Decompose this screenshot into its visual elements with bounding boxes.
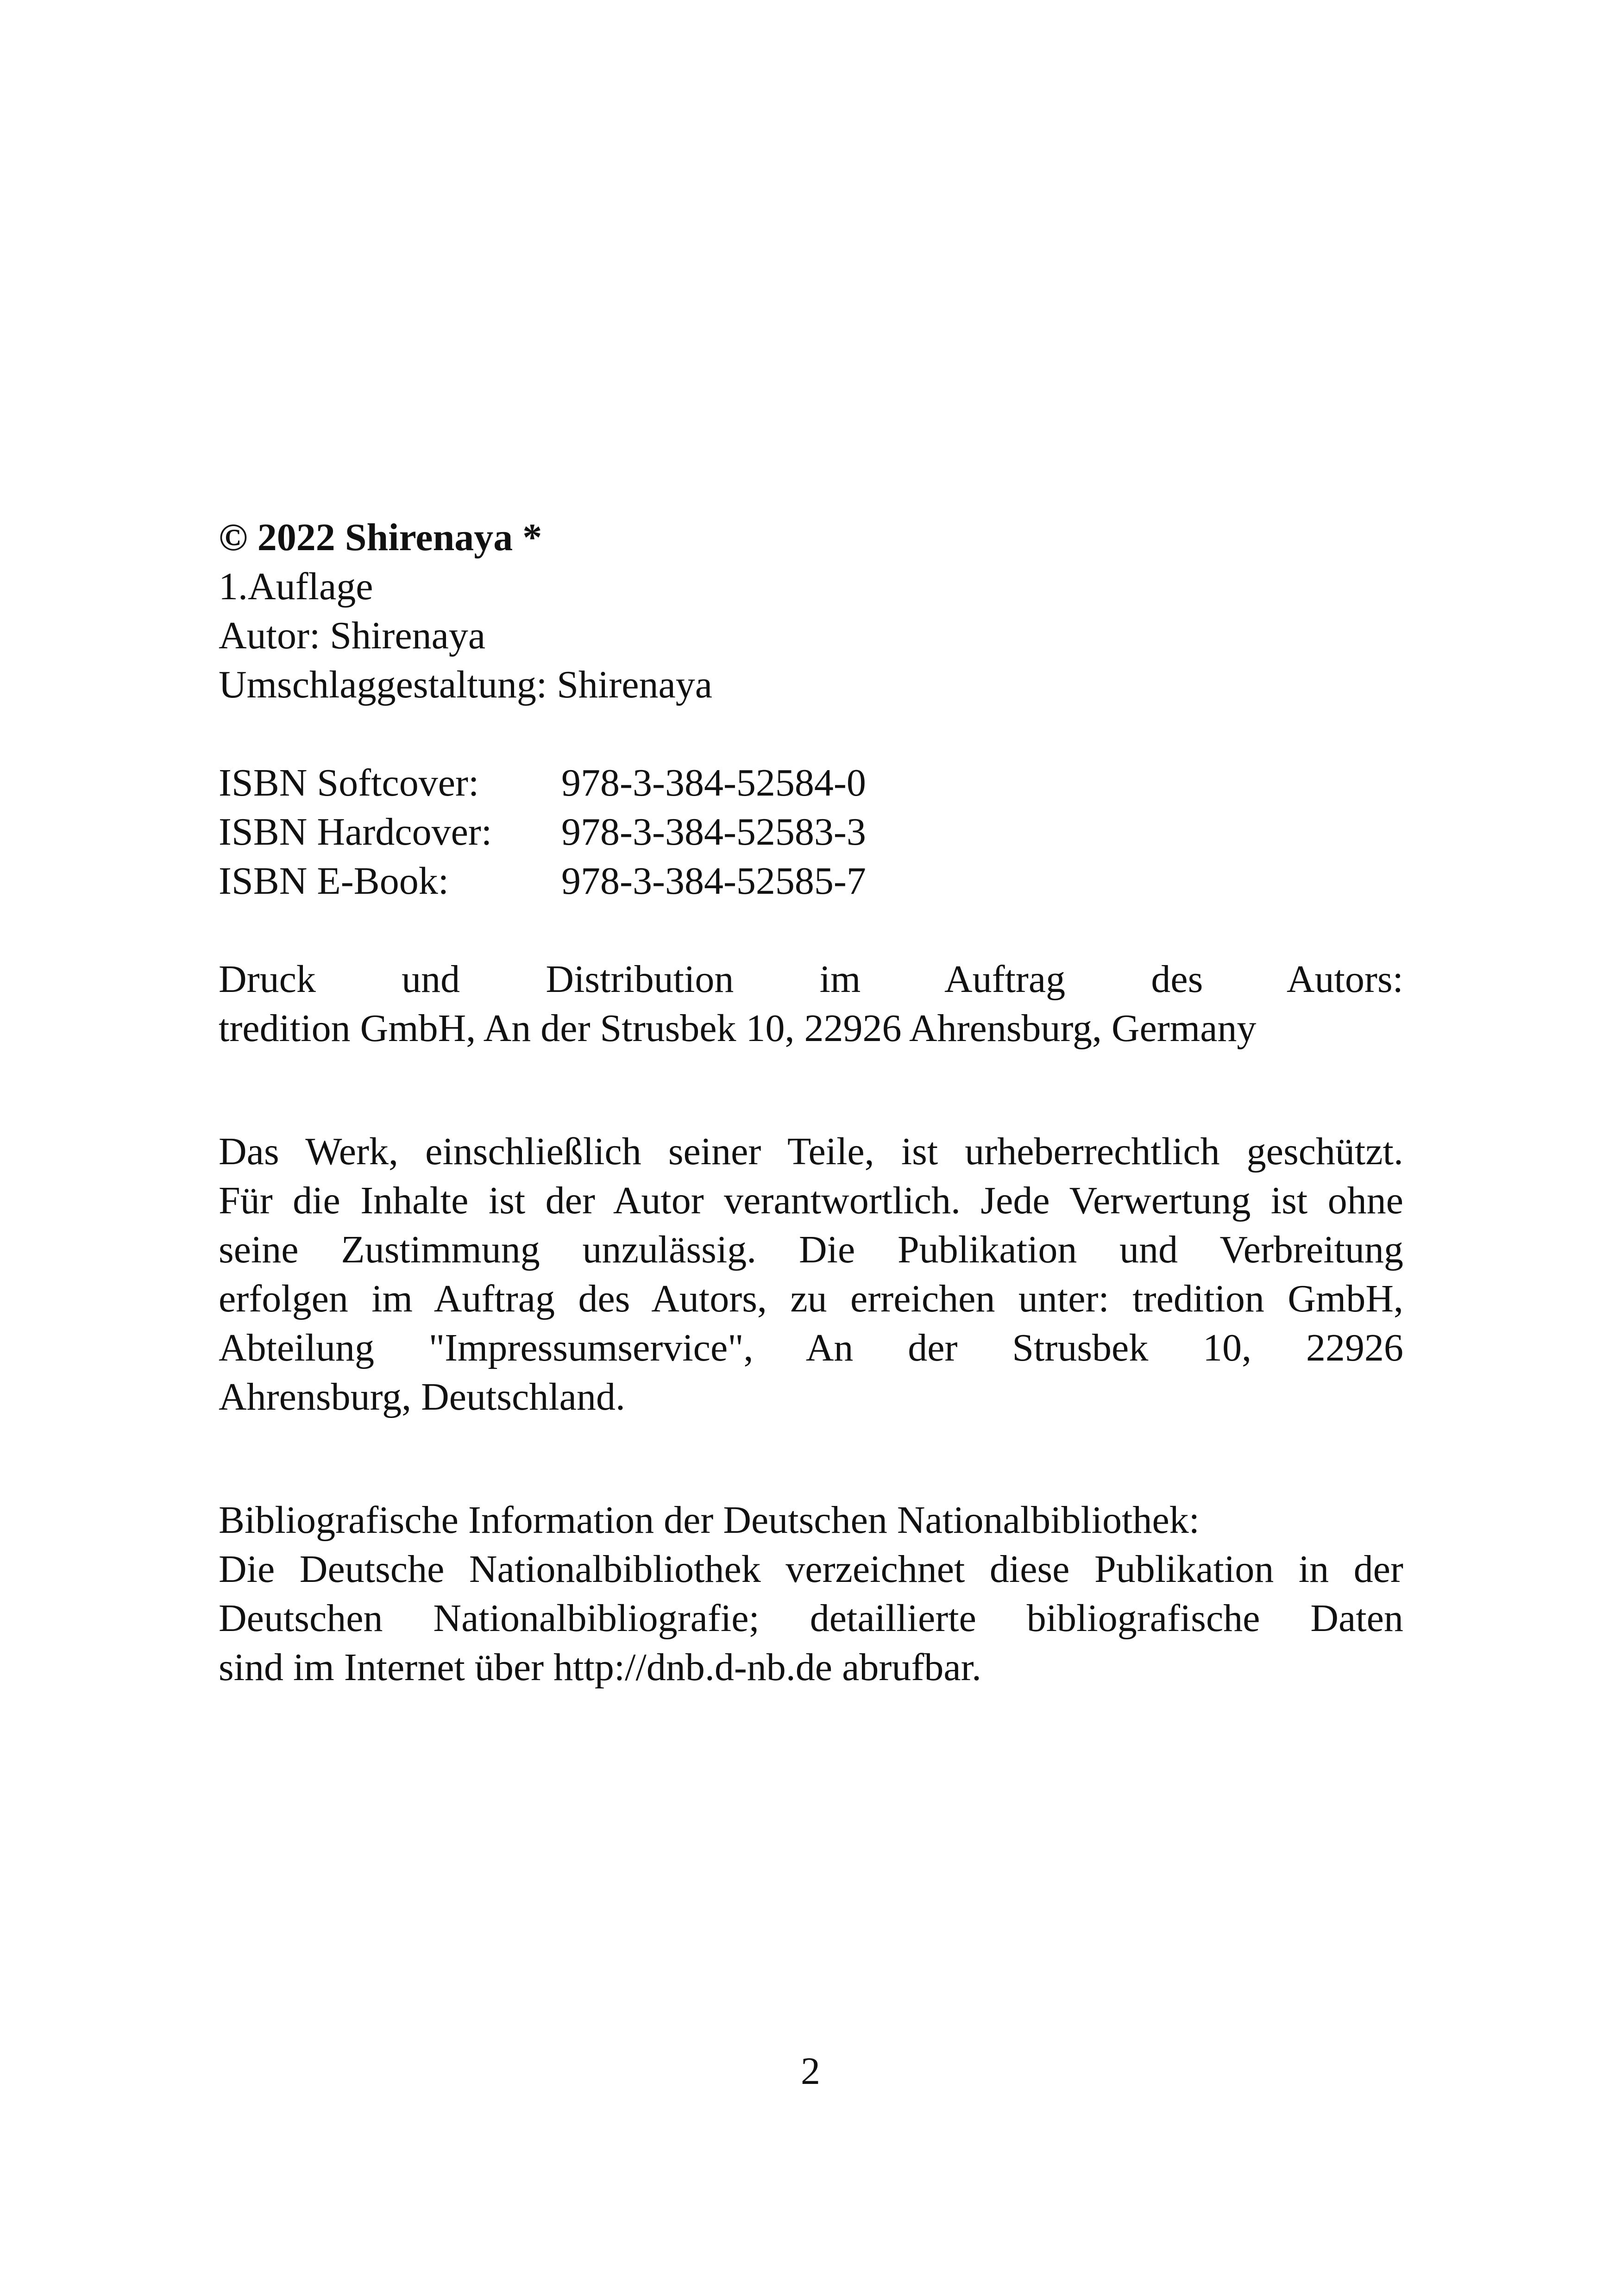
- legal-line: seine Zustimmung unzulässig. Die Publikation und Verbreitung: [219, 1228, 1403, 1271]
- isbn-value: 978-3-384-52585-7: [561, 859, 866, 903]
- bibliographic-info: [219, 1496, 1403, 1692]
- legal-line: Abteilung "Impressumservice", An der Strusbek 10, 22926: [219, 1326, 1403, 1369]
- imprint-content: [219, 513, 1403, 1692]
- isbn-label: ISBN E-Book:: [219, 859, 449, 903]
- edition-line: 1.Auflage: [219, 565, 373, 608]
- spacer: [219, 1422, 1403, 1496]
- distribution-block: [219, 955, 1403, 1053]
- legal-line: Für die Inhalte ist der Autor verantwortlich. Jede Verwertung ist ohne: [219, 1179, 1403, 1222]
- spacer: [219, 1053, 1403, 1127]
- isbn-value: 978-3-384-52584-0: [561, 761, 866, 804]
- spacer: [219, 709, 1403, 759]
- bibliographic-line: Die Deutsche Nationalbibliothek verzeichnet diese Publikation in der: [219, 1548, 1403, 1591]
- legal-line: Ahrensburg, Deutschland.: [219, 1375, 625, 1418]
- author-line: Autor: Shirenaya: [219, 614, 486, 657]
- isbn-row-ebook: [219, 857, 1403, 906]
- isbn-row-softcover: [219, 759, 1403, 808]
- distribution-line-2: tredition GmbH, An der Strusbek 10, 22926 Ahrensburg, Germany: [219, 1007, 1257, 1050]
- isbn-label: ISBN Softcover:: [219, 761, 479, 804]
- cover-design-line: Umschlaggestaltung: Shirenaya: [219, 663, 713, 706]
- imprint-header: [219, 513, 1403, 709]
- legal-notice: [219, 1127, 1403, 1422]
- spacer: [219, 906, 1403, 955]
- isbn-block: [219, 759, 1403, 906]
- bibliographic-heading: Bibliografische Information der Deutschen Nationalbibliothek:: [219, 1499, 1200, 1542]
- copyright-line: © 2022 Shirenaya *: [219, 516, 542, 559]
- bibliographic-line: Deutschen Nationalbibliografie; detaillierte bibliografische Daten: [219, 1597, 1403, 1640]
- bibliographic-line: sind im Internet über http://dnb.d-nb.de abrufbar.: [219, 1646, 981, 1689]
- isbn-value: 978-3-384-52583-3: [561, 810, 866, 853]
- isbn-row-hardcover: [219, 808, 1403, 857]
- legal-line: Das Werk, einschließlich seiner Teile, ist urheberrechtlich geschützt.: [219, 1130, 1403, 1173]
- legal-line: erfolgen im Auftrag des Autors, zu erreichen unter: tredition GmbH,: [219, 1277, 1403, 1320]
- page-number: 2: [801, 2050, 820, 2093]
- distribution-line-1: Druck und Distribution im Auftrag des Autors:: [219, 958, 1403, 1001]
- isbn-label: ISBN Hardcover:: [219, 810, 492, 853]
